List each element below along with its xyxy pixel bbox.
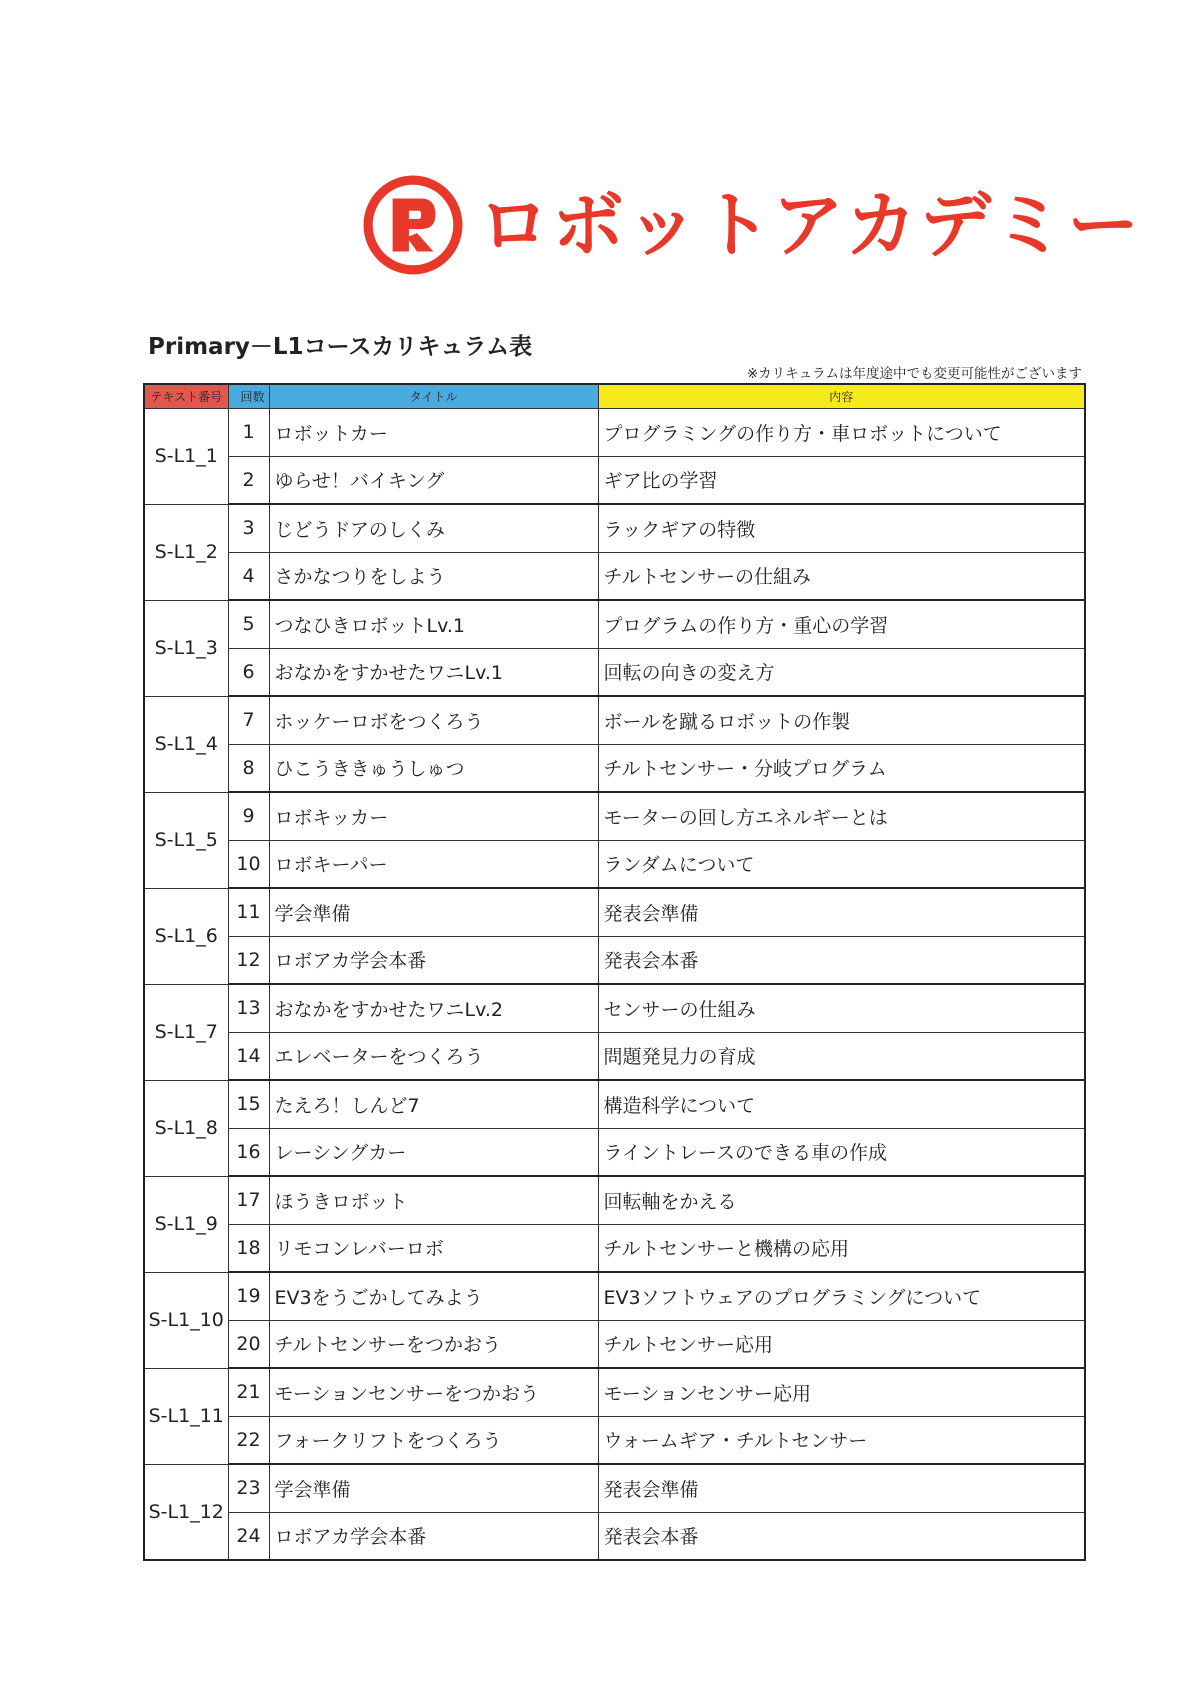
text-number-cell: S-L1_6	[144, 888, 228, 984]
table-row	[144, 792, 1085, 840]
content-cell: ライントレースのできる車の作成	[598, 1128, 1085, 1176]
content-cell: 構造科学について	[598, 1080, 1085, 1128]
curriculum-table	[143, 383, 1086, 1561]
title-cell: ロボキッカー	[269, 792, 598, 840]
lesson-number-cell: 11	[228, 888, 269, 936]
header-title: タイトル	[269, 384, 598, 408]
content-cell: チルトセンサーの仕組み	[598, 552, 1085, 600]
table-row	[144, 1176, 1085, 1224]
title-cell: ゆらせ！バイキング	[269, 456, 598, 504]
content-cell: 問題発見力の育成	[598, 1032, 1085, 1080]
lesson-number-cell: 22	[228, 1416, 269, 1464]
text-number-cell: S-L1_1	[144, 408, 228, 504]
content-cell: 回転軸をかえる	[598, 1176, 1085, 1224]
content-cell: 発表会本番	[598, 1512, 1085, 1560]
content-cell: ウォームギア・チルトセンサー	[598, 1416, 1085, 1464]
content-cell: センサーの仕組み	[598, 984, 1085, 1032]
table-row	[144, 840, 1085, 888]
lesson-number-cell: 1	[228, 408, 269, 456]
table-row	[144, 984, 1085, 1032]
content-cell: ギア比の学習	[598, 456, 1085, 504]
title-cell: ロボキーパー	[269, 840, 598, 888]
lesson-number-cell: 15	[228, 1080, 269, 1128]
brand-logo	[362, 170, 1141, 280]
table-row	[144, 1464, 1085, 1512]
lesson-number-cell: 10	[228, 840, 269, 888]
lesson-number-cell: 13	[228, 984, 269, 1032]
title-cell: つなひきロボットLv.1	[269, 600, 598, 648]
brand-name: ロボットアカデミー	[478, 183, 1142, 267]
content-cell: EV3ソフトウェアのプログラミングについて	[598, 1272, 1085, 1320]
robot-academy-logo-icon	[362, 174, 464, 276]
lesson-number-cell: 3	[228, 504, 269, 552]
title-cell: おなかをすかせたワニLv.1	[269, 648, 598, 696]
title-cell: ほうきロボット	[269, 1176, 598, 1224]
table-row	[144, 408, 1085, 456]
table-row	[144, 1080, 1085, 1128]
table-row	[144, 696, 1085, 744]
table-row	[144, 600, 1085, 648]
table-row	[144, 1272, 1085, 1320]
table-row	[144, 936, 1085, 984]
title-cell: 学会準備	[269, 1464, 598, 1512]
lesson-number-cell: 18	[228, 1224, 269, 1272]
title-cell: たえろ！しんど7	[269, 1080, 598, 1128]
table-row	[144, 888, 1085, 936]
lesson-number-cell: 7	[228, 696, 269, 744]
content-cell: 発表会準備	[598, 888, 1085, 936]
text-number-cell: S-L1_3	[144, 600, 228, 696]
title-cell: おなかをすかせたワニLv.2	[269, 984, 598, 1032]
title-cell: チルトセンサーをつかおう	[269, 1320, 598, 1368]
header-text-number: テキスト番号	[144, 384, 228, 408]
content-cell: 発表会本番	[598, 936, 1085, 984]
text-number-cell: S-L1_2	[144, 504, 228, 600]
lesson-number-cell: 4	[228, 552, 269, 600]
table-row	[144, 1416, 1085, 1464]
lesson-number-cell: 5	[228, 600, 269, 648]
title-cell: ホッケーロボをつくろう	[269, 696, 598, 744]
lesson-number-cell: 20	[228, 1320, 269, 1368]
content-cell: プログラミングの作り方・車ロボットについて	[598, 408, 1085, 456]
title-cell: ロボアカ学会本番	[269, 936, 598, 984]
lesson-number-cell: 2	[228, 456, 269, 504]
title-cell: ひこうききゅうしゅつ	[269, 744, 598, 792]
title-cell: モーションセンサーをつかおう	[269, 1368, 598, 1416]
table-row	[144, 552, 1085, 600]
text-number-cell: S-L1_4	[144, 696, 228, 792]
content-cell: 発表会準備	[598, 1464, 1085, 1512]
table-row	[144, 1368, 1085, 1416]
content-cell: チルトセンサーと機構の応用	[598, 1224, 1085, 1272]
header-content: 内容	[598, 384, 1085, 408]
title-cell: ロボットカー	[269, 408, 598, 456]
content-cell: ランダムについて	[598, 840, 1085, 888]
table-row	[144, 1512, 1085, 1560]
table-row	[144, 1224, 1085, 1272]
table-row	[144, 744, 1085, 792]
title-cell: さかなつりをしよう	[269, 552, 598, 600]
table-row	[144, 1032, 1085, 1080]
title-cell: 学会準備	[269, 888, 598, 936]
text-number-cell: S-L1_7	[144, 984, 228, 1080]
content-cell: 回転の向きの変え方	[598, 648, 1085, 696]
table-row	[144, 504, 1085, 552]
title-cell: じどうドアのしくみ	[269, 504, 598, 552]
content-cell: モーションセンサー応用	[598, 1368, 1085, 1416]
change-notice: ※カリキュラムは年度途中でも変更可能性がございます	[746, 366, 1082, 382]
lesson-number-cell: 16	[228, 1128, 269, 1176]
title-cell: リモコンレバーロボ	[269, 1224, 598, 1272]
content-cell: チルトセンサー応用	[598, 1320, 1085, 1368]
lesson-number-cell: 9	[228, 792, 269, 840]
lesson-number-cell: 6	[228, 648, 269, 696]
lesson-number-cell: 8	[228, 744, 269, 792]
lesson-number-cell: 12	[228, 936, 269, 984]
lesson-number-cell: 21	[228, 1368, 269, 1416]
text-number-cell: S-L1_11	[144, 1368, 228, 1464]
content-cell: チルトセンサー・分岐プログラム	[598, 744, 1085, 792]
table-row	[144, 648, 1085, 696]
content-cell: ラックギアの特徴	[598, 504, 1085, 552]
lesson-number-cell: 17	[228, 1176, 269, 1224]
title-cell: ロボアカ学会本番	[269, 1512, 598, 1560]
table-row	[144, 456, 1085, 504]
content-cell: ボールを蹴るロボットの作製	[598, 696, 1085, 744]
table-header-row	[144, 384, 1085, 408]
title-cell: フォークリフトをつくろう	[269, 1416, 598, 1464]
header-lesson-number: 回数	[228, 384, 269, 408]
text-number-cell: S-L1_8	[144, 1080, 228, 1176]
text-number-cell: S-L1_5	[144, 792, 228, 888]
text-number-cell: S-L1_9	[144, 1176, 228, 1272]
lesson-number-cell: 14	[228, 1032, 269, 1080]
text-number-cell: S-L1_12	[144, 1464, 228, 1560]
text-number-cell: S-L1_10	[144, 1272, 228, 1368]
lesson-number-cell: 19	[228, 1272, 269, 1320]
page-title: Primary－L1コースカリキュラム表	[148, 334, 533, 360]
table-row	[144, 1128, 1085, 1176]
lesson-number-cell: 23	[228, 1464, 269, 1512]
lesson-number-cell: 24	[228, 1512, 269, 1560]
title-cell: エレベーターをつくろう	[269, 1032, 598, 1080]
title-cell: EV3をうごかしてみよう	[269, 1272, 598, 1320]
content-cell: モーターの回し方エネルギーとは	[598, 792, 1085, 840]
curriculum-table-body	[144, 408, 1085, 1560]
title-cell: レーシングカー	[269, 1128, 598, 1176]
table-row	[144, 1320, 1085, 1368]
content-cell: プログラムの作り方・重心の学習	[598, 600, 1085, 648]
